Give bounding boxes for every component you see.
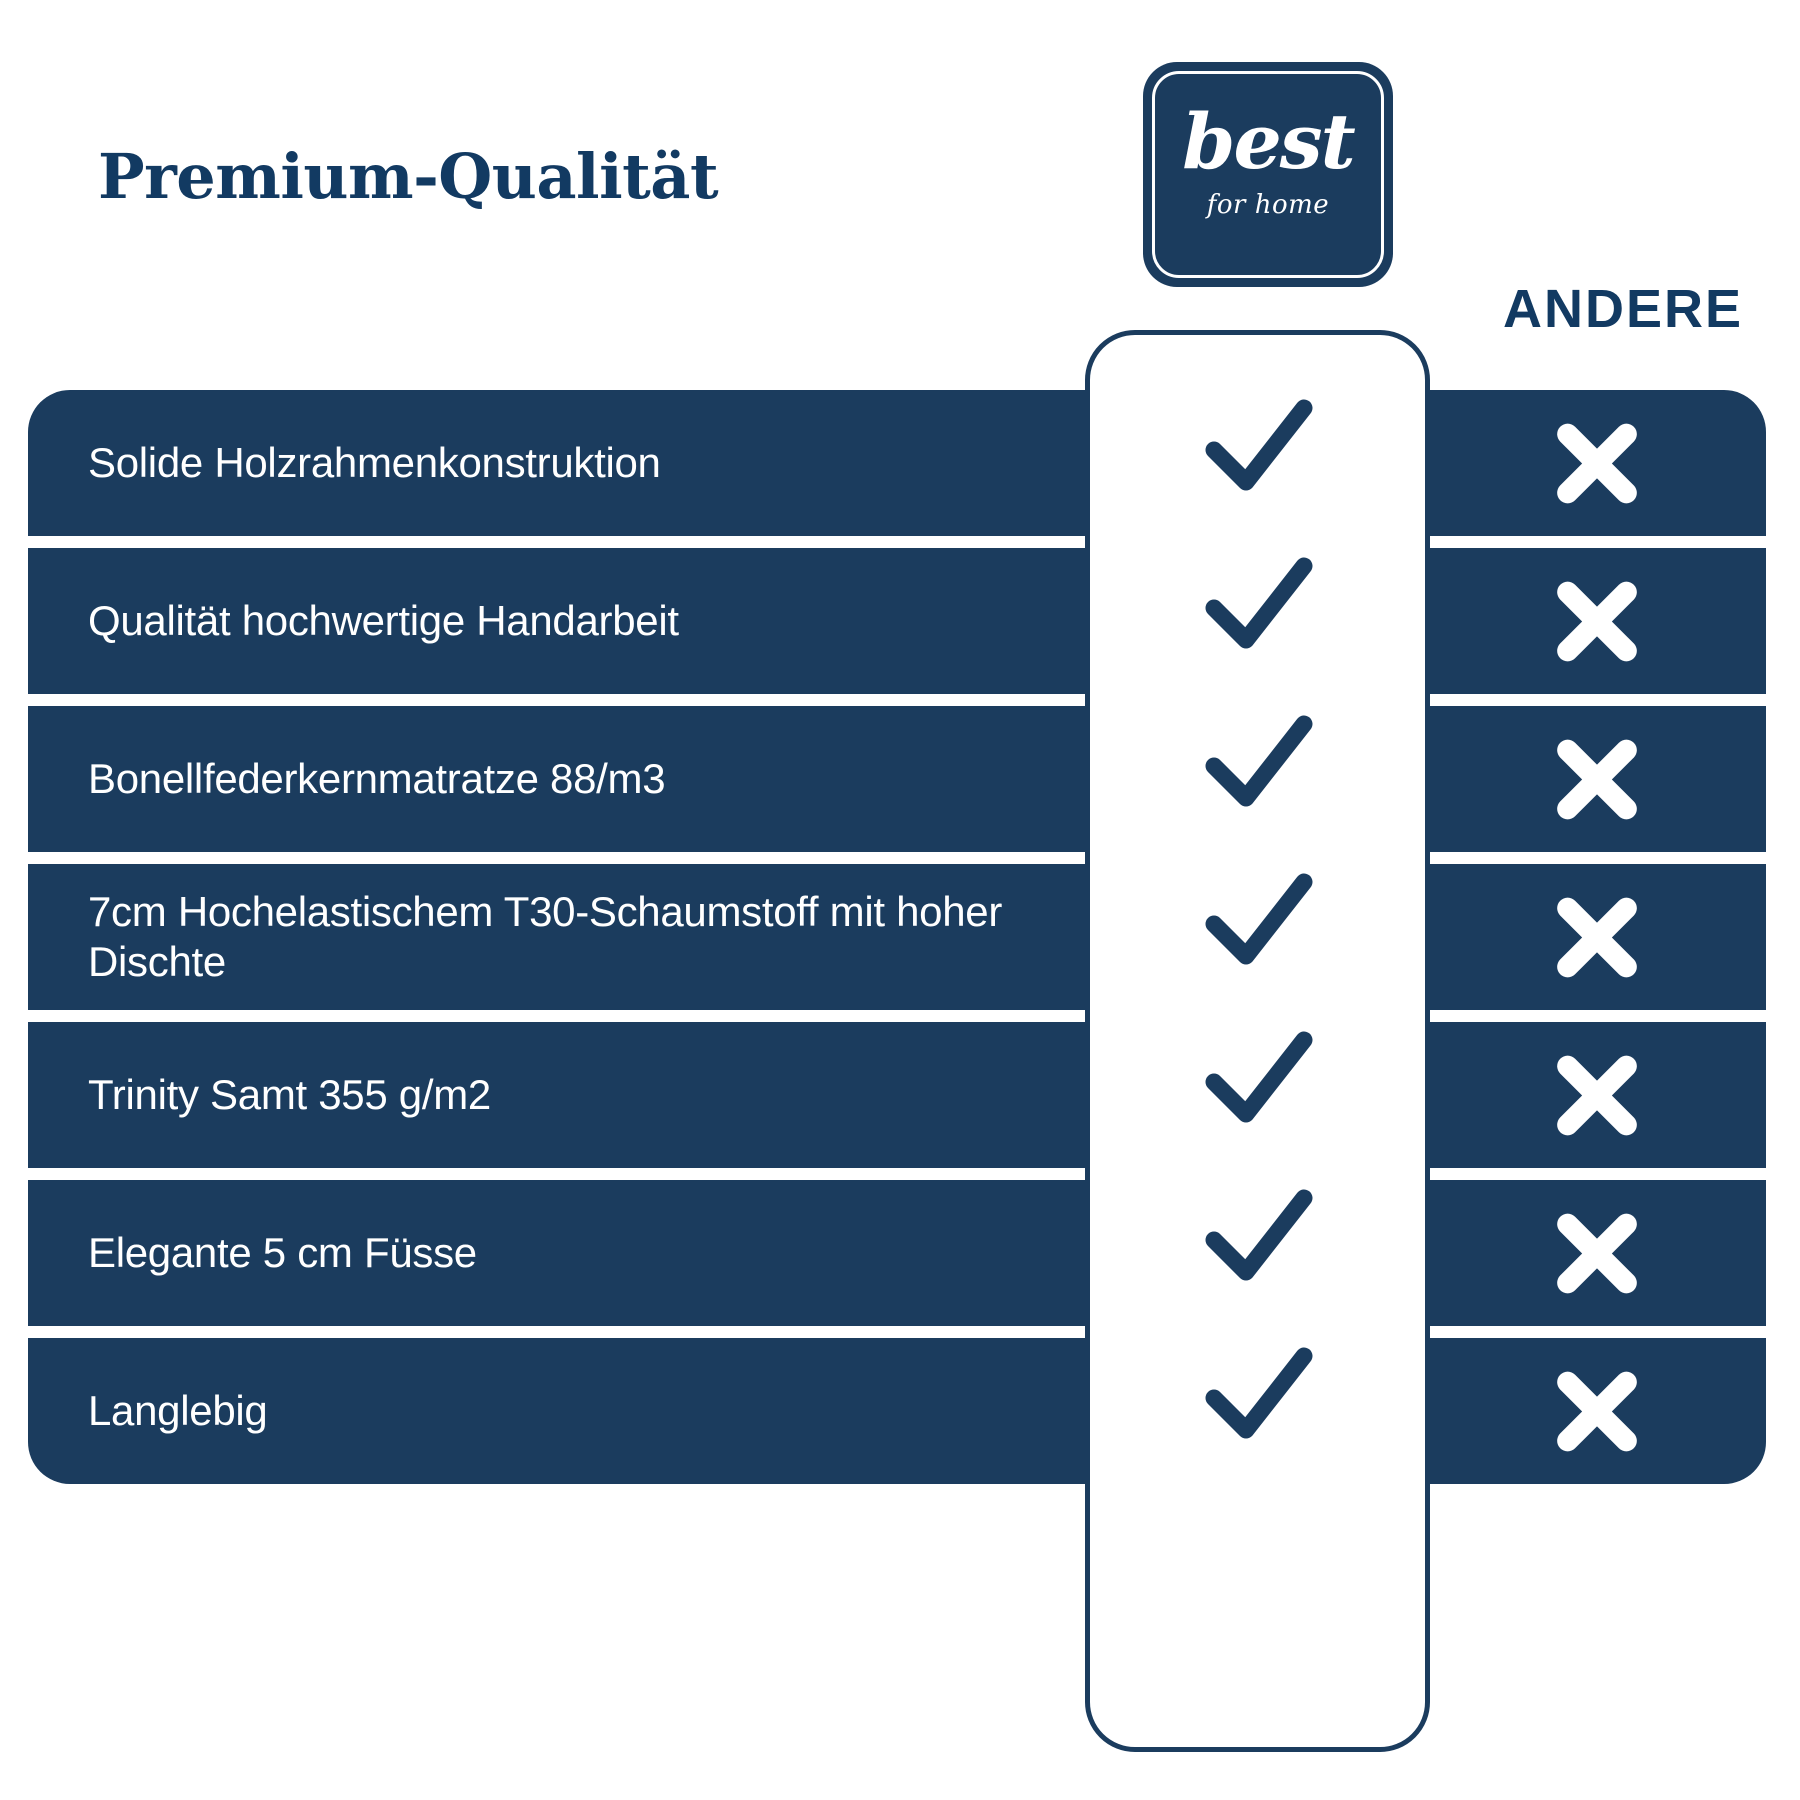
feature-label: Qualität hochwertige Handarbeit — [88, 597, 679, 645]
logo-wordmark: best — [1182, 97, 1354, 186]
feature-label: Elegante 5 cm Füsse — [88, 1229, 477, 1277]
other-cell — [1428, 1209, 1766, 1297]
table-row — [28, 1180, 1766, 1326]
cross-icon — [1553, 1209, 1641, 1297]
check-icon — [1085, 1346, 1430, 1446]
feature-label: 7cm Hochelastischem T30-Schaumstoff mit hoher Dischte — [88, 888, 1003, 985]
check-icon — [1085, 872, 1430, 972]
feature-label: Solide Holzrahmenkonstruktion — [88, 439, 661, 487]
other-cell — [1428, 419, 1766, 507]
cross-icon — [1553, 1051, 1641, 1139]
other-cell — [1428, 577, 1766, 665]
other-cell — [1428, 1051, 1766, 1139]
other-cell — [1428, 893, 1766, 981]
page-title: Premium-Qualität — [98, 140, 719, 213]
cross-icon — [1553, 577, 1641, 665]
brand-logo — [1143, 62, 1393, 287]
cross-icon — [1553, 893, 1641, 981]
table-row — [28, 390, 1766, 536]
cross-icon — [1553, 419, 1641, 507]
table-row — [28, 1022, 1766, 1168]
comparison-table — [28, 390, 1766, 1484]
table-row — [28, 548, 1766, 694]
table-row — [28, 706, 1766, 852]
other-cell — [1428, 735, 1766, 823]
check-icon — [1085, 398, 1430, 498]
feature-label: Langlebig — [88, 1387, 268, 1435]
feature-label: Bonellfederkernmatratze 88/m3 — [88, 755, 666, 803]
check-icon — [1085, 1188, 1430, 1288]
others-column-header: ANDERE — [1503, 279, 1744, 339]
table-row — [28, 1338, 1766, 1484]
logo-tagline: for home — [1206, 190, 1330, 220]
cross-icon — [1553, 735, 1641, 823]
best-column-checks — [1085, 330, 1430, 1752]
check-icon — [1085, 714, 1430, 814]
table-row — [28, 864, 1766, 1010]
check-icon — [1085, 1030, 1430, 1130]
check-icon — [1085, 556, 1430, 656]
cross-icon — [1553, 1367, 1641, 1455]
other-cell — [1428, 1367, 1766, 1455]
feature-label: Trinity Samt 355 g/m2 — [88, 1071, 491, 1119]
